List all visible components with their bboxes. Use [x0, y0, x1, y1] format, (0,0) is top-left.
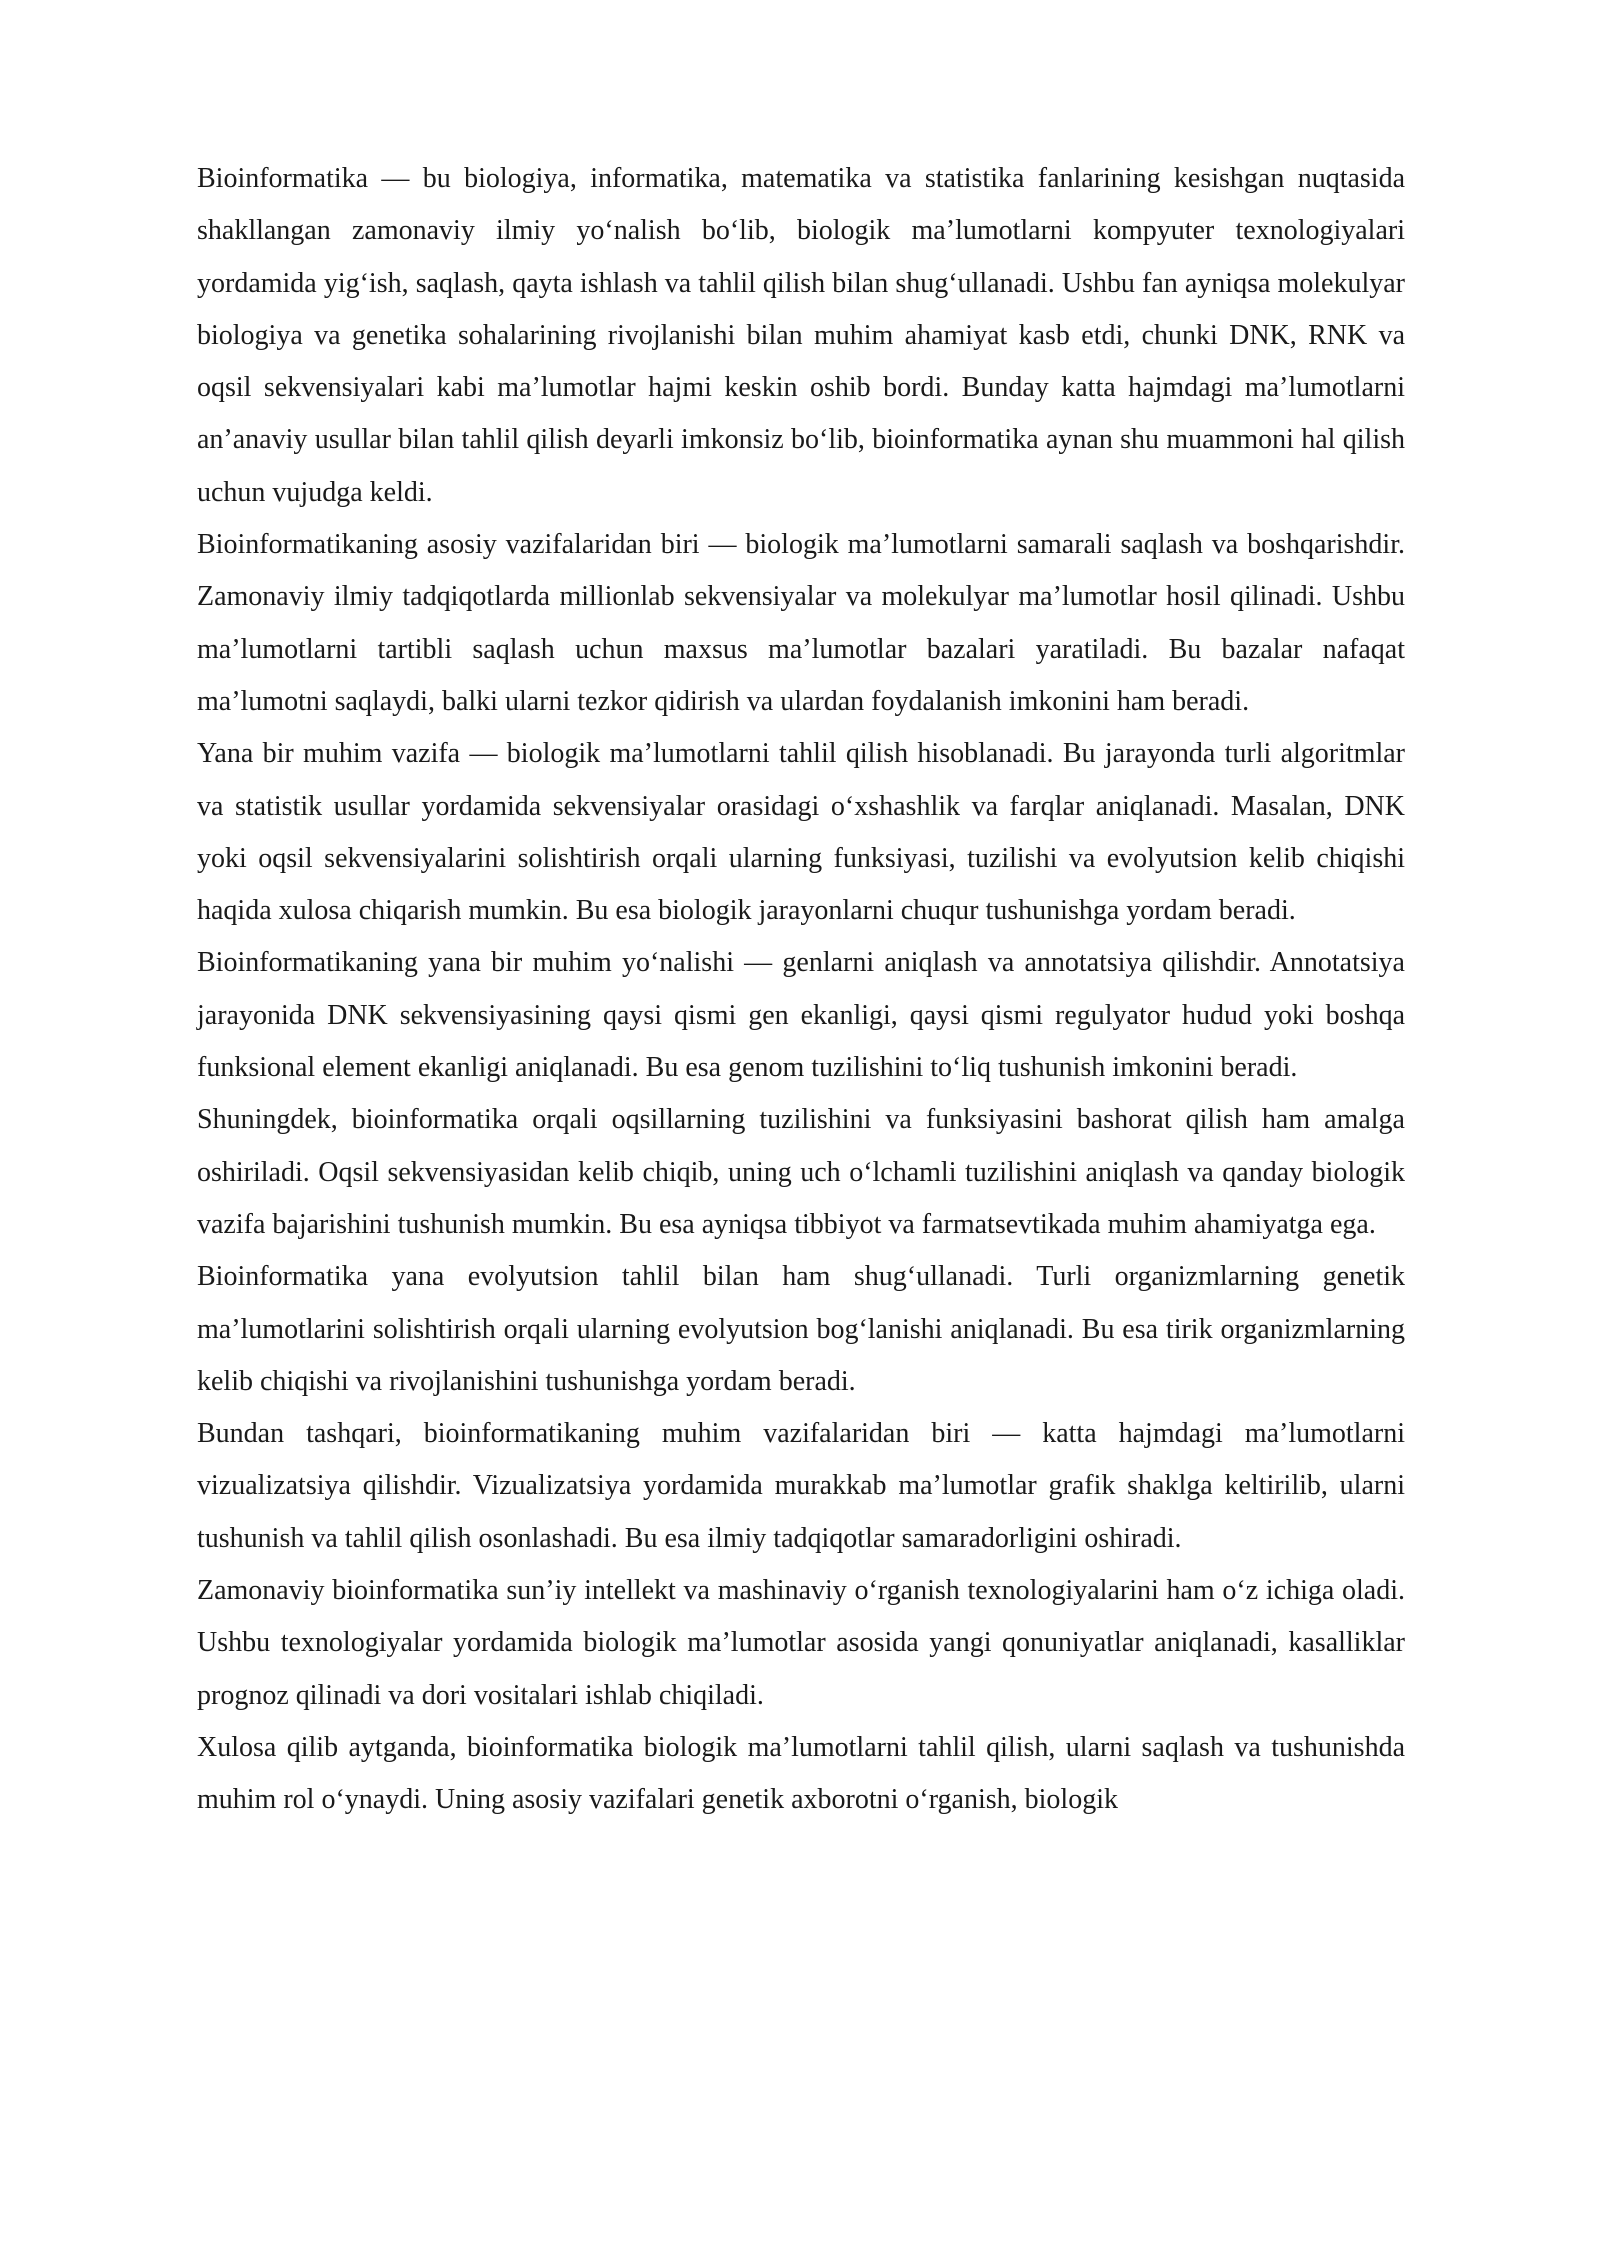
paragraph-data-storage: Bioinformatikaning asosiy vazifalaridan biri — biologik maʼlumotlarni samarali saqlash va boshqarishdir. Zamonaviy ilmiy tadqiqotlarda millionlab sekvensiyalar va molekulyar maʼlumotlar hosil qilinadi. Ushbu maʼlumotlarni tartibli saqlash uchun maxsus maʼlumotlar bazalari yaratiladi. Bu bazalar nafaqat maʼlumotni saqlaydi, balki ularni tezkor qidirish va ulardan foydalanish imkonini ham beradi. — [197, 529, 1405, 717]
paragraph-visualization: Bundan tashqari, bioinformatikaning muhim vazifalaridan biri — katta hajmdagi maʼlumotlarni vizualizatsiya qilishdir. Vizualizatsiya yordamida murakkab maʼlumotlar grafik shaklga keltirilib, ularni tushunish va tahlil qilish osonlashadi. Bu esa ilmiy tadqiqotlar samaradorligini oshiradi. — [197, 1418, 1405, 1554]
paragraph-intro: Bioinformatika — bu biologiya, informatika, matematika va statistika fanlarining kesishgan nuqtasida shakllangan zamonaviy ilmiy yoʻnalish boʻlib, biologik maʼlumotlarni kompyuter texnologiyalari yordamida yigʻish, saqlash, qayta ishlash va tahlil qilish bilan shugʻullanadi. Ushbu fan ayniqsa molekulyar biologiya va genetika sohalarining rivojlanishi bilan muhim ahamiyat kasb etdi, chunki DNK, RNK va oqsil sekvensiyalari kabi maʼlumotlar hajmi keskin oshib bordi. Bunday katta hajmdagi maʼlumotlarni anʼanaviy usullar bilan tahlil qilish deyarli imkonsiz boʻlib, bioinformatika aynan shu muammoni hal qilish uchun vujudga keldi. — [197, 163, 1405, 508]
paragraph-evolution: Bioinformatika yana evolyutsion tahlil bilan ham shugʻullanadi. Turli organizmlarning genetik maʼlumotlarini solishtirish orqali ularning evolyutsion bogʻlanishi aniqlanadi. Bu esa tirik organizmlarning kelib chiqishi va rivojlanishini tushunishga yordam beradi. — [197, 1261, 1405, 1397]
paragraph-protein-structure: Shuningdek, bioinformatika orqali oqsillarning tuzilishini va funksiyasini bashorat qilish ham amalga oshiriladi. Oqsil sekvensiyasidan kelib chiqib, uning uch oʻlchamli tuzilishini aniqlash va qanday biologik vazifa bajarishini tushunish mumkin. Bu esa ayniqsa tibbiyot va farmatsevtikada muhim ahamiyatga ega. — [197, 1104, 1405, 1240]
paragraph-gene-annotation: Bioinformatikaning yana bir muhim yoʻnalishi — genlarni aniqlash va annotatsiya qilishdir. Annotatsiya jarayonida DNK sekvensiyasining qaysi qismi gen ekanligi, qaysi qismi regulyator hudud yoki boshqa funksional element ekanligi aniqlanadi. Bu esa genom tuzilishini toʻliq tushunish imkonini beradi. — [197, 947, 1405, 1084]
document-body — [197, 153, 1405, 1827]
paragraph-conclusion: Xulosa qilib aytganda, bioinformatika biologik maʼlumotlarni tahlil qilish, ularni saqlash va tushunishda muhim rol oʻynaydi. Uning asosiy vazifalari genetik axborotni oʻrganish, biologik — [197, 1731, 1405, 1816]
paragraph-ai-ml: Zamonaviy bioinformatika sunʼiy intellekt va mashinaviy oʻrganish texnologiyalarini ham oʻz ichiga oladi. Ushbu texnologiyalar yordamida biologik maʼlumotlar asosida yangi qonuniyatlar aniqlanadi, kasalliklar prognoz qilinadi va dori vositalari ishlab chiqiladi. — [197, 1575, 1405, 1711]
paragraph-data-analysis: Yana bir muhim vazifa — biologik maʼlumotlarni tahlil qilish hisoblanadi. Bu jarayonda turli algoritmlar va statistik usullar yordamida sekvensiyalar orasidagi oʻxshashlik va farqlar aniqlanadi. Masalan, DNK yoki oqsil sekvensiyalarini solishtirish orqali ularning funksiyasi, tuzilishi va evolyutsion kelib chiqishi haqida xulosa chiqarish mumkin. Bu esa biologik jarayonlarni chuqur tushunishga yordam beradi. — [197, 738, 1405, 927]
